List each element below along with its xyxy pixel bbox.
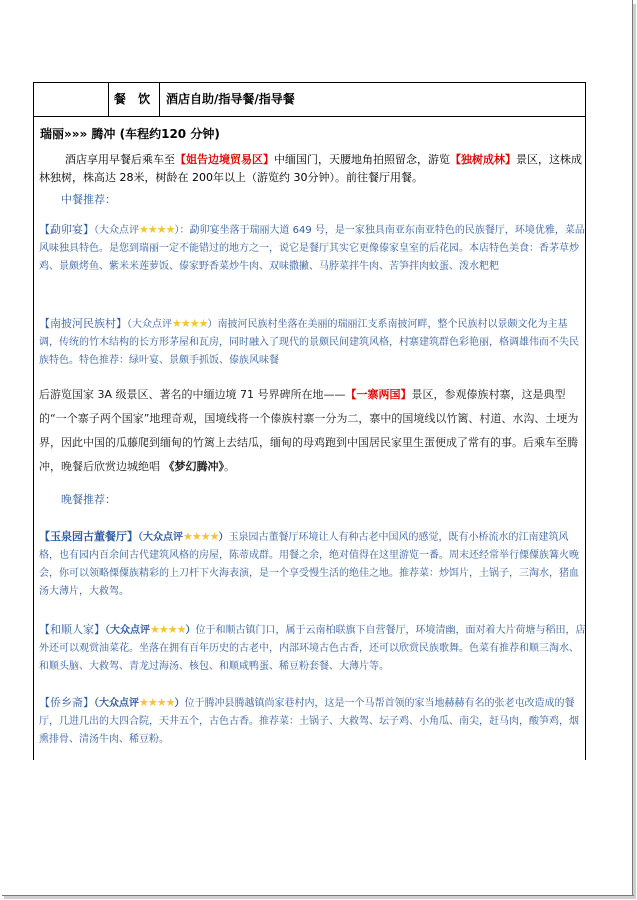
rating-close: ） xyxy=(185,625,196,636)
meal-label: 餐 饮 xyxy=(109,83,160,116)
rating-stars-icon: ★★★★ xyxy=(139,696,175,709)
dinner-heading: 晚餐推荐： xyxy=(61,493,116,506)
rating-stars-icon: ★★★★ xyxy=(150,623,186,636)
afternoon-highlight: 【一寨两国】 xyxy=(345,388,412,401)
restaurant-desc: 南披河民族村坐落在美丽的瑞丽江支系南披河畔，整个民族村以景颇文化为主基调，传统的竹木结构的长方形茅屋和瓦房，同时融入了现代的景颇民间建筑风格，村寨建筑群色彩艳丽，格调雄伟而不失民族特色。特色推荐：绿叶宴、景颇手抓饭、傣族风味餐 xyxy=(39,319,579,366)
itinerary-table xyxy=(33,82,586,760)
restaurant-entry xyxy=(39,315,587,370)
afternoon-show: 《梦幻腾冲》 xyxy=(163,460,224,473)
intro-mid: 中缅国门，天腰地角拍照留念，游览 xyxy=(274,153,450,166)
restaurant-entry xyxy=(39,694,587,749)
rating-label: （大众点评 xyxy=(138,532,183,543)
rating-close: ） xyxy=(174,698,185,709)
restaurant-desc: ：勐卯宴坐落于瑞丽大道 649 号，是一家独具南亚东南亚特色的民族餐厅，环境优雅，菜品风味独具特色。是您到瑞丽一定不能错过的地方之一，说它是餐厅其实它更像傣家皇室的后花园。本店特色美食：香茅草炒鸡、景颇烤鱼、紫米米莲萝饭、傣家野香菜炒牛肉、双味撒撇、马脖菜拌牛肉、苦笋拌肉蚊蛋、泼水粑粑 xyxy=(39,225,585,272)
restaurant-entry xyxy=(39,528,587,601)
restaurant-desc: 位于腾冲县腾越镇尚家巷村内，这是一个马帮首领的家当地赫赫有名的张老屯改造成的餐厅，几进几出的大四合院，天井五个，古色古香。推荐菜：土锅子、大救驾、坛子鸡、小角瓜、南尖，赶马肉，酸笋鸡，烟熏排骨、清汤牛肉、稀豆粉。 xyxy=(39,698,579,745)
rating-stars-icon: ★★★★ xyxy=(183,530,219,543)
intro-highlight-tree: 【独树成林】 xyxy=(450,153,516,166)
rating-label: （大众点评 xyxy=(127,319,172,330)
route-title: 瑞丽»»» 腾冲 (车程约120 分钟) xyxy=(40,127,220,141)
meal-value: 酒店自助/指导餐/指导餐 xyxy=(166,92,295,106)
rating-label: （大众点评 xyxy=(94,698,139,709)
rating-close: ） xyxy=(218,532,229,543)
intro-post: 景区，这株成林独树，株高达 28米，树龄在 200年以上（游览约 30分钟）。前往餐厅用餐。 xyxy=(39,153,582,184)
afternoon-paragraph xyxy=(39,383,584,479)
rating-close: ） xyxy=(174,225,180,236)
restaurant-desc: 位于和顺古镇门口，属于云南柏联旗下自营餐厅，环境清幽，面对着大片荷塘与稻田，店外还可以观赏油菜花。坐落在拥有百年历史的古老中，内部环境古色古香，还可以欣赏民族歌舞。色菜有推荐和顺三淘水、和顺头脑、大救驾、青龙过海汤、核包、和顺咸鸭蛋、稀豆粉套餐、大薄片等。 xyxy=(39,625,586,672)
afternoon-end: 。 xyxy=(224,460,235,473)
afternoon-pre: 后游览国家 3A 级景区、著名的中缅边境 71 号界碑所在地—— xyxy=(39,388,346,401)
intro-paragraph xyxy=(39,151,584,187)
page-shadow-right xyxy=(632,0,633,896)
restaurant-name: 【侨乡斋】 xyxy=(39,696,94,709)
restaurant-name: 【勐卯宴】 xyxy=(39,223,94,236)
restaurant-desc: 玉泉园古董餐厅环境让人有种古老中国风的感觉，既有小桥流水的江南建筑风格，也有园内百余间古代建筑风格的房屋，陈蒂成群。用餐之余，绝对值得在这里游览一番。周末还经常举行傈僳族篝火晚会，你可以领略傈僳族精彩的上刀杆下火海表演，是一个享受慢生活的绝佳之地。推荐菜：炒饵片，土锅子，三淘水，猪血汤大薄片，大救驾。 xyxy=(39,532,579,597)
restaurant-name: 【南披河民族村】 xyxy=(39,317,127,330)
restaurant-name: 【玉泉园古董餐厅】 xyxy=(39,530,138,543)
page-shadow-bottom xyxy=(2,895,634,896)
rating-label: （大众点评 xyxy=(105,625,150,636)
afternoon-body: 景区，参观傣族村寨，这是典型的“一个寨子两个国家”地理奇观，国境线将一个傣族村寨一分为二，寨中的国境线以竹篱、村道、水沟、土埂为界，因此中国的瓜藤爬到缅甸的竹篱上去结瓜，缅甸的母鸡跑到中国居民家里生蛋便成了常有的事。后乘车至腾冲，晚餐后欣赏边城绝唱 xyxy=(39,388,579,473)
intro-highlight-trade-zone: 【姐告边境贸易区】 xyxy=(175,153,274,166)
rating-stars-icon: ★★★★ xyxy=(172,317,208,330)
header-empty-cell xyxy=(34,83,109,116)
rating-label: （大众点评 xyxy=(94,225,139,236)
lunch-heading: 中餐推荐： xyxy=(61,193,116,206)
rating-close: ） xyxy=(207,319,218,330)
restaurant-entry xyxy=(39,621,587,676)
rating-stars-icon: ★★★★ xyxy=(139,223,175,236)
restaurant-name: 【和顺人家】 xyxy=(39,623,105,636)
intro-pre: 酒店享用早餐后乘车至 xyxy=(65,153,175,166)
restaurant-entry xyxy=(39,221,587,276)
meal-header-row xyxy=(34,83,585,117)
